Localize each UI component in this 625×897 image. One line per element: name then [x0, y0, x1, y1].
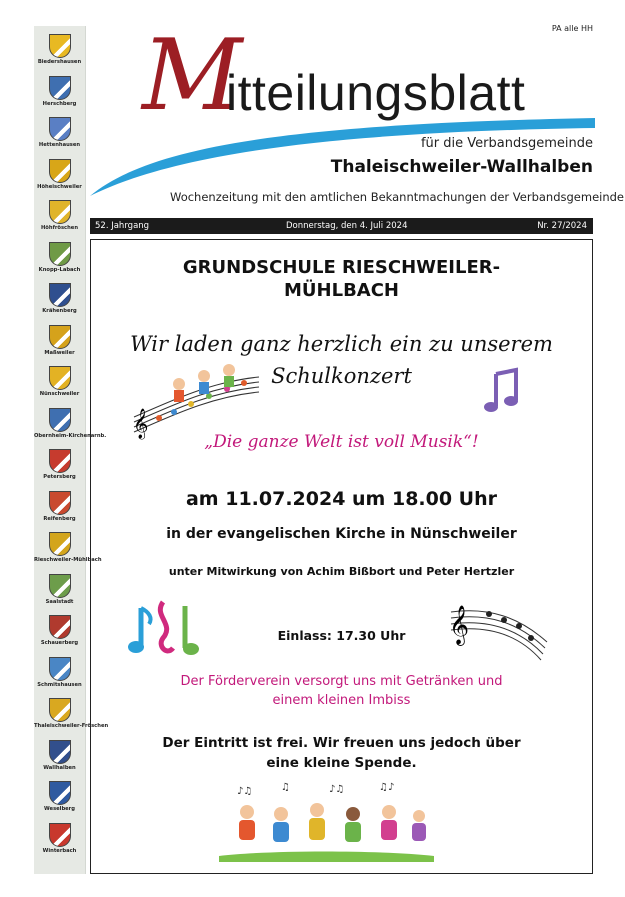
- invitation-line2: Schulkonzert: [271, 364, 412, 388]
- municipality-item: [34, 657, 85, 688]
- svg-text:♪♫: ♪♫: [237, 786, 253, 797]
- municipality-item: [34, 491, 85, 522]
- municipality-name: Knopp-Labach: [38, 266, 81, 273]
- coat-of-arms-icon: [49, 615, 71, 639]
- municipality-item: [34, 615, 85, 646]
- coat-of-arms-icon: [49, 491, 71, 515]
- svg-text:♪♫: ♪♫: [329, 784, 345, 795]
- issue-date: Donnerstag, den 4. Juli 2024: [286, 221, 408, 231]
- admission-line2: eine kleine Spende.: [266, 755, 417, 771]
- municipality-name: Herschberg: [42, 100, 77, 107]
- municipality-name: Weselberg: [44, 806, 75, 812]
- issue-number: Nr. 27/2024: [537, 221, 587, 231]
- admission-note: [91, 733, 592, 773]
- music-staff-children-illustration: [129, 362, 264, 437]
- municipality-name: Höheischweiler: [37, 183, 82, 190]
- coat-of-arms-icon: [49, 449, 71, 473]
- municipality-name: Höhfröschen: [40, 225, 79, 231]
- coat-of-arms-icon: [49, 366, 71, 390]
- municipality-name: Obernheim-Kirchenarnb.: [34, 432, 107, 439]
- masthead-subtitle: für die Verbandsgemeinde: [420, 136, 593, 151]
- foerderverein-line2: einem kleinen Imbiss: [272, 693, 411, 708]
- coat-of-arms-icon: [49, 242, 71, 266]
- municipality-item: [34, 740, 85, 771]
- coat-of-arms-icon: [49, 34, 71, 58]
- municipality-item: [34, 325, 85, 356]
- municipality-item: [34, 408, 107, 439]
- municipality-name: Schauerberg: [40, 640, 79, 646]
- school-name-line2: MÜHLBACH: [284, 280, 399, 301]
- municipality-item: [34, 159, 85, 190]
- entry-time: Einlass: 17.30 Uhr: [277, 628, 406, 643]
- invitation-line1: Wir laden ganz herzlich ein zu unserem: [130, 332, 553, 356]
- municipality-name: Reifenberg: [43, 515, 76, 522]
- coat-of-arms-icon: [49, 408, 71, 432]
- coat-of-arms-icon: [49, 781, 71, 805]
- municipality-item: [34, 200, 85, 231]
- masthead: [90, 19, 625, 204]
- concert-location: in der evangelischen Kirche in Nünschweiler: [166, 526, 517, 542]
- masthead-tagline: Wochenzeitung mit den amtlichen Bekanntmachungen der Verbandsgemeinde: [170, 190, 625, 204]
- singing-children-illustration: [219, 782, 434, 862]
- coat-of-arms-icon: [49, 740, 71, 764]
- municipality-item: [34, 574, 85, 605]
- concert-motto: „Die ganze Welt ist voll Musik“!: [204, 432, 479, 452]
- municipality-name: Petersberg: [43, 474, 76, 480]
- distribution-note: PA alle HH: [551, 24, 593, 33]
- municipality-item: [34, 117, 85, 148]
- coat-of-arms-icon: [49, 159, 71, 183]
- coat-of-arms-icon: [49, 76, 71, 100]
- municipality-name: Schmitshausen: [37, 681, 82, 688]
- school-name-line1: GRUNDSCHULE RIESCHWEILER-: [182, 257, 501, 278]
- foerderverein-note: [91, 672, 592, 710]
- admission-line1: Der Eintritt ist frei. Wir freuen uns jedoch über: [162, 735, 521, 751]
- municipality-name: Thaleischweiler-Fröschen: [34, 723, 109, 729]
- municipality-sidebar: [34, 26, 109, 874]
- issue-datebar: [90, 218, 593, 234]
- coat-of-arms-icon: [49, 823, 71, 847]
- municipality-item: [34, 34, 85, 65]
- municipality-item: [34, 366, 85, 397]
- concert-participants: unter Mitwirkung von Achim Bißbort und Peter Hertzler: [168, 565, 515, 578]
- coat-of-arms-icon: [49, 283, 71, 307]
- music-staff-illustration: [449, 592, 549, 662]
- school-name: [91, 256, 592, 302]
- masthead-title-initial: M: [142, 19, 243, 133]
- coat-of-arms-icon: [49, 325, 71, 349]
- coat-of-arms-icon: [49, 117, 71, 141]
- svg-text:𝄞: 𝄞: [449, 605, 470, 645]
- concert-datetime: am 11.07.2024 um 18.00 Uhr: [185, 488, 498, 510]
- municipality-item: [34, 698, 109, 729]
- masthead-region: Thaleischweiler-Wallhalben: [330, 157, 593, 177]
- municipality-item: [34, 283, 85, 314]
- municipality-name: Maßweiler: [44, 349, 75, 356]
- municipality-item: [34, 823, 85, 854]
- municipality-item: [34, 781, 85, 812]
- municipality-name: Winterbach: [42, 847, 77, 854]
- coat-of-arms-icon: [49, 698, 71, 722]
- music-note-icon: [484, 370, 520, 416]
- municipality-item: [34, 76, 85, 107]
- concert-poster: [90, 239, 593, 874]
- municipality-item: [34, 242, 85, 273]
- coat-of-arms-icon: [49, 657, 71, 681]
- coat-of-arms-icon: [49, 532, 71, 556]
- municipality-name: Krähenberg: [42, 308, 77, 314]
- municipality-name: Saalstadt: [45, 598, 74, 605]
- svg-text:♫♪: ♫♪: [379, 782, 395, 793]
- municipality-item: [34, 532, 102, 563]
- foerderverein-line1: Der Förderverein versorgt uns mit Getränken und: [180, 674, 503, 689]
- municipality-name: Hettenhausen: [38, 142, 81, 148]
- municipality-name: Nünschweiler: [39, 391, 80, 397]
- volume-label: 52. Jahrgang: [95, 221, 150, 231]
- municipality-item: [34, 449, 85, 480]
- municipality-name: Biedershausen: [37, 59, 82, 65]
- masthead-title: itteilungsblatt: [226, 65, 526, 121]
- coat-of-arms-icon: [49, 200, 71, 224]
- svg-text:♫: ♫: [281, 782, 290, 793]
- coat-of-arms-icon: [49, 574, 71, 598]
- municipality-name: Rieschweiler-Mühlbach: [34, 557, 102, 563]
- svg-text:𝄞: 𝄞: [133, 409, 149, 439]
- municipality-name: Wallhalben: [43, 764, 76, 771]
